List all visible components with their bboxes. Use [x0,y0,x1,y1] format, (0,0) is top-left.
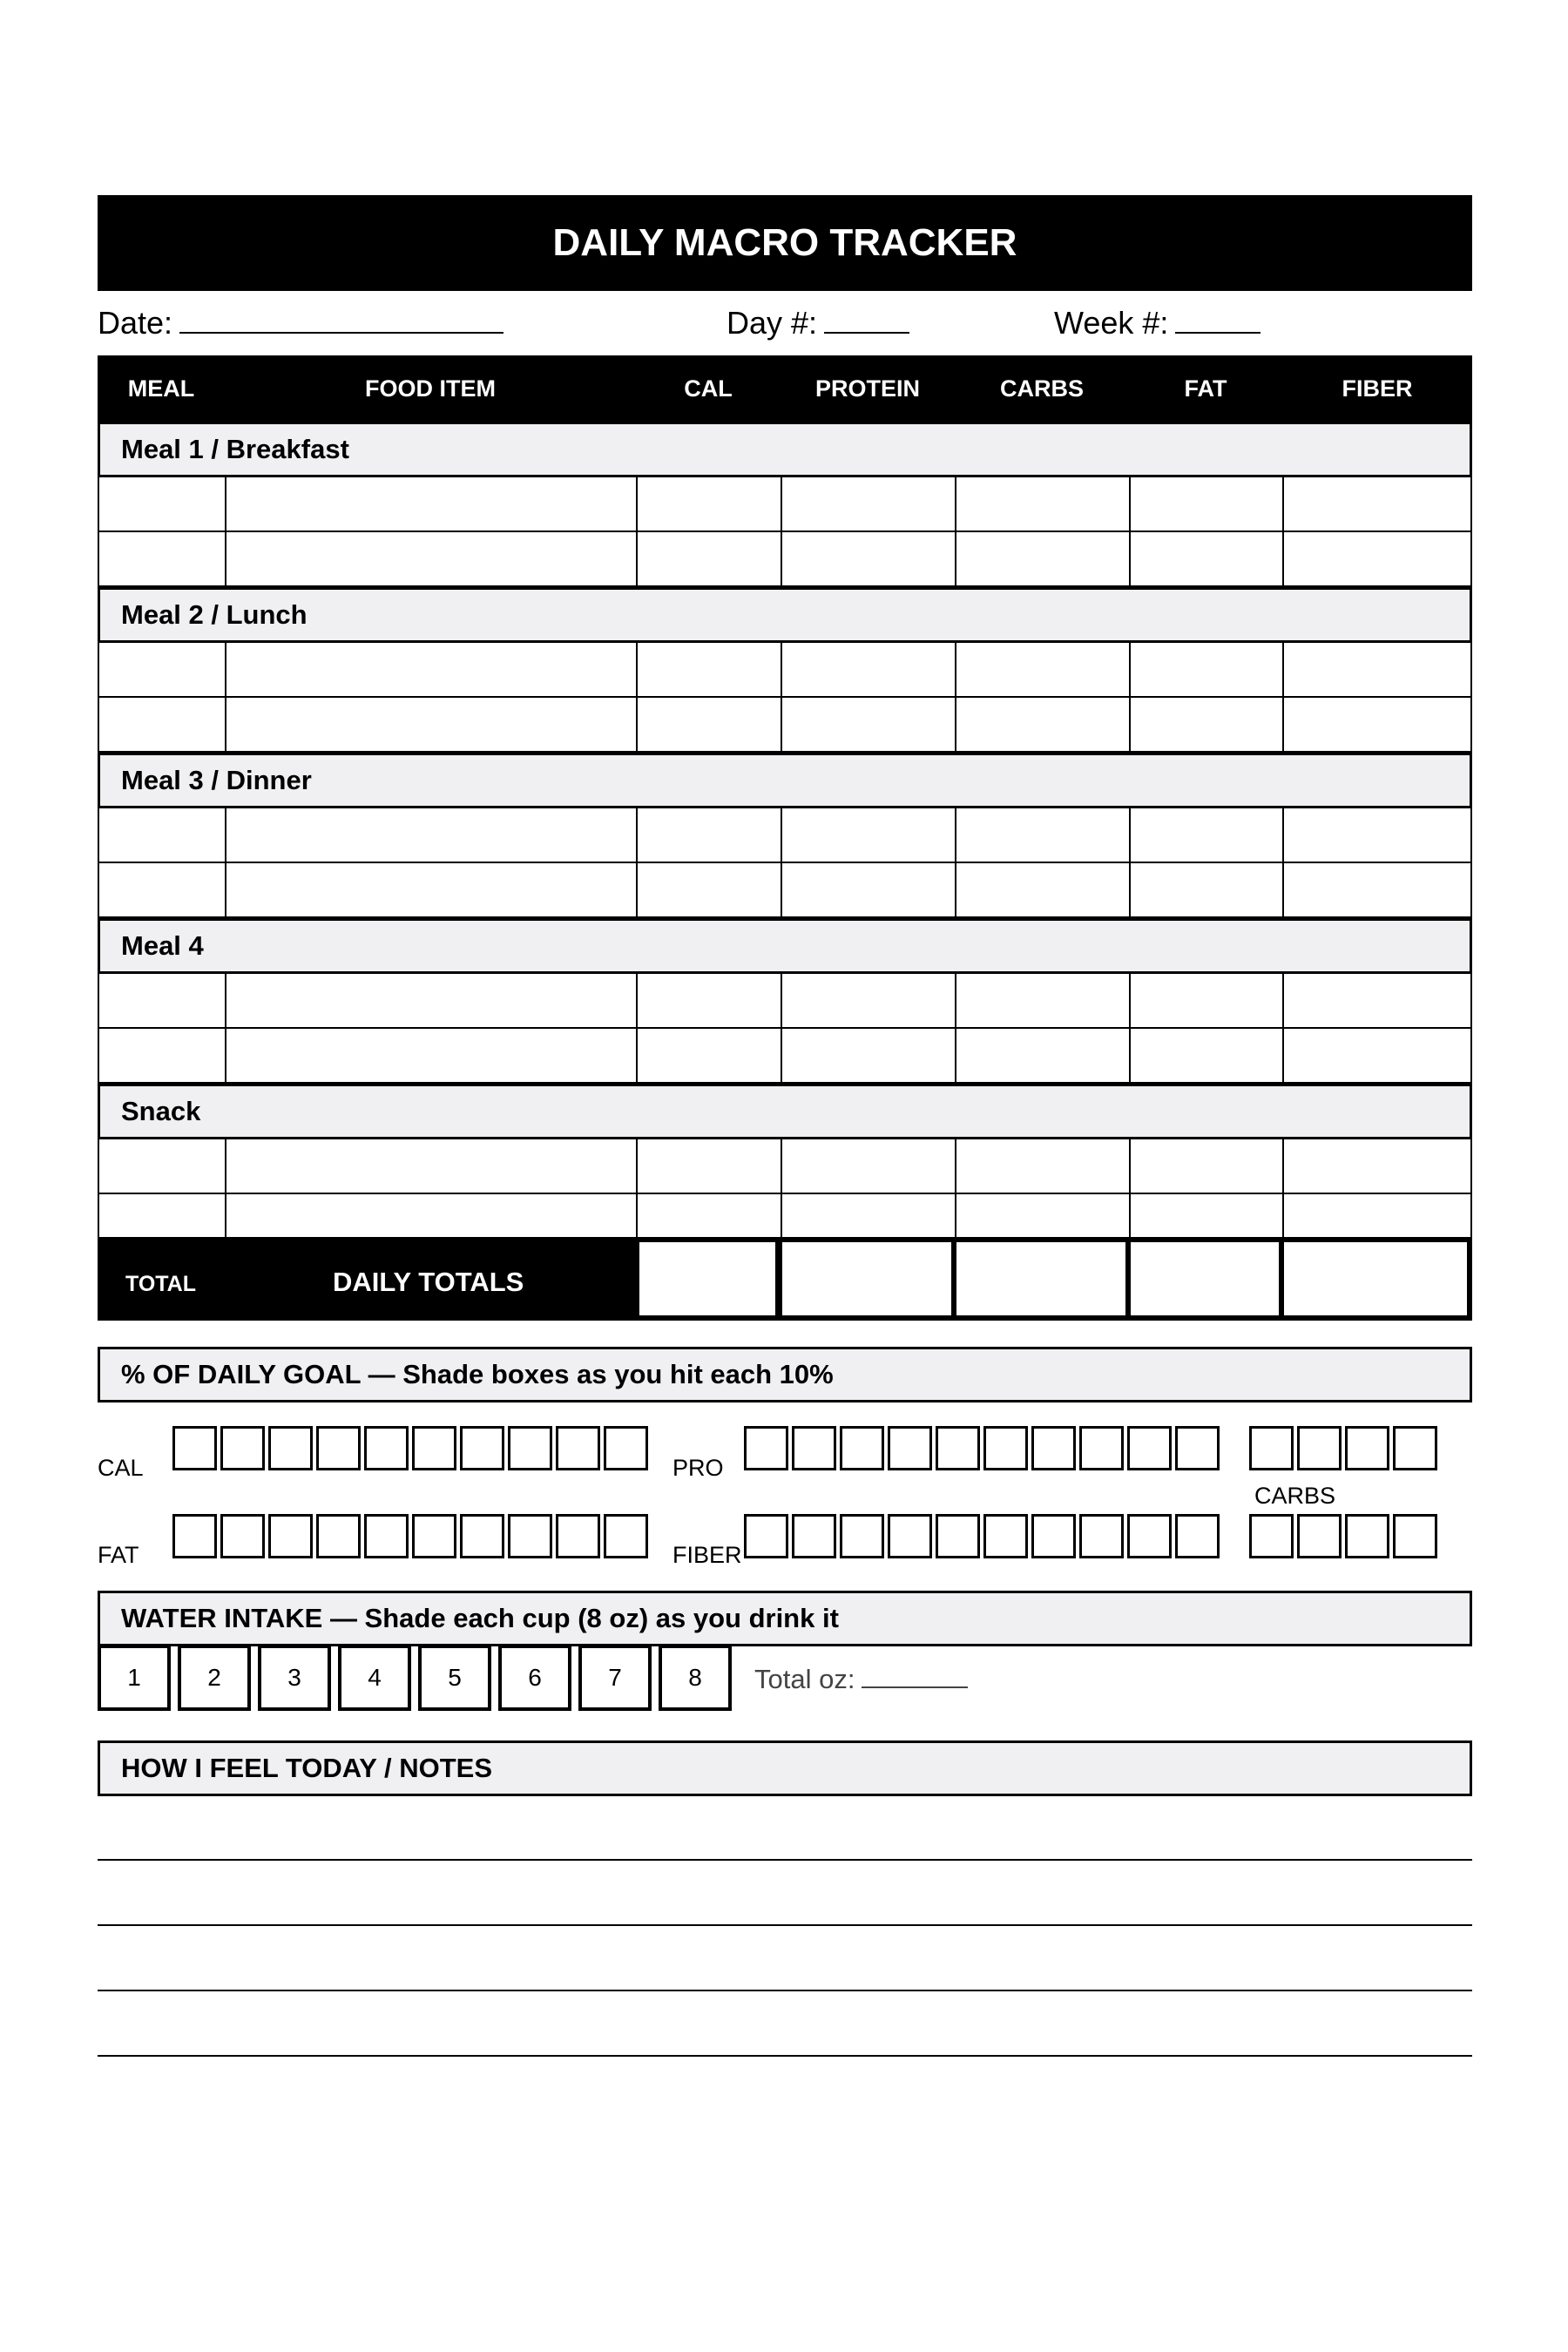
entry-cell-meal[interactable] [98,477,225,531]
day-blank[interactable] [824,309,909,334]
note-line[interactable] [98,1924,1472,1926]
entry-cell-meal[interactable] [98,643,225,696]
entry-cell-fiber[interactable] [1282,698,1472,751]
entry-cell-carbs[interactable] [955,477,1129,531]
total-fiber-box[interactable] [1279,1237,1472,1321]
entry-cell-meal[interactable] [98,532,225,585]
column-header-protein: PROTEIN [814,375,920,402]
entry-cell-fiber[interactable] [1282,808,1472,862]
entry-cell-fat[interactable] [1129,974,1282,1027]
entry-cell-meal[interactable] [98,863,225,916]
goal-box[interactable] [220,1514,265,1558]
goal-label-carbs: CARBS [1254,1483,1336,1509]
goal-box[interactable] [364,1514,409,1558]
entry-cell-protein[interactable] [781,974,955,1027]
goal-box[interactable] [744,1514,788,1558]
water-cup[interactable]: 3 [258,1645,331,1711]
entry-cell-meal[interactable] [98,974,225,1027]
goal-box[interactable] [1079,1514,1124,1558]
entry-cell-food-item[interactable] [225,477,636,531]
goal-box[interactable] [1297,1514,1342,1558]
entry-cell-carbs[interactable] [955,1139,1129,1193]
column-header-cal: CAL [684,375,733,402]
meal-section-header: Snack [98,1084,1472,1139]
goal-box[interactable] [888,1514,932,1558]
entry-cell-food-item[interactable] [225,532,636,585]
entry-cell-cal[interactable] [636,698,781,751]
column-header-carbs: CARBS [999,375,1084,402]
entry-cell-fat[interactable] [1129,1139,1282,1193]
entry-cell-fiber[interactable] [1282,974,1472,1027]
goal-box[interactable] [1249,1514,1294,1558]
goal-label-fiber: FIBER [672,1542,742,1568]
entry-cell-carbs[interactable] [955,863,1129,916]
week-blank[interactable] [1175,309,1260,334]
column-header-meal: MEAL [127,375,195,402]
total-fat-box[interactable] [1125,1237,1284,1321]
table-row [98,1029,1472,1084]
entry-cell-food-item[interactable] [225,808,636,862]
goal-box[interactable] [1031,1426,1076,1470]
entry-cell-fiber[interactable] [1282,643,1472,696]
entry-cell-cal[interactable] [636,808,781,862]
goal-box[interactable] [172,1426,217,1470]
goal-box[interactable] [460,1514,504,1558]
entry-cell-fat[interactable] [1129,698,1282,751]
goal-box[interactable] [604,1514,648,1558]
goal-box[interactable] [1079,1426,1124,1470]
table-row [98,643,1472,698]
total-carbs-box[interactable] [951,1237,1131,1321]
entry-cell-food-item[interactable] [225,643,636,696]
entry-cell-meal[interactable] [98,1029,225,1082]
entry-cell-cal[interactable] [636,1029,781,1082]
goal-box[interactable] [936,1426,980,1470]
entry-cell-food-item[interactable] [225,698,636,751]
goal-box[interactable] [936,1514,980,1558]
entry-cell-protein[interactable] [781,863,955,916]
entry-cell-fat[interactable] [1129,808,1282,862]
entry-cell-carbs[interactable] [955,1029,1129,1082]
goal-label-cal: CAL [98,1455,144,1481]
column-header-fat: FAT [1184,375,1227,402]
goal-box[interactable] [316,1514,361,1558]
entry-cell-protein[interactable] [781,808,955,862]
entry-cell-fiber[interactable] [1282,532,1472,585]
table-row [98,974,1472,1029]
entry-cell-cal[interactable] [636,477,781,531]
water-cup[interactable]: 7 [578,1645,652,1711]
goal-box[interactable] [1031,1514,1076,1558]
entry-cell-fat[interactable] [1129,477,1282,531]
total-oz-label: Total oz: [754,1664,855,1694]
day-label: Day #: [727,305,818,341]
table-row [98,532,1472,587]
goal-boxes-fat [172,1514,648,1558]
table-row [98,863,1472,918]
entry-cell-cal[interactable] [636,1139,781,1193]
meal-section-header: Meal 1 / Breakfast [98,422,1472,477]
meal-section-header: Meal 3 / Dinner [98,753,1472,808]
goal-boxes-pro [744,1426,1220,1470]
entry-cell-fiber[interactable] [1282,477,1472,531]
goal-boxes-carbs-row-1 [1249,1426,1437,1470]
water-cup[interactable]: 4 [338,1645,411,1711]
week-label: Week #: [1054,305,1169,341]
entry-cell-meal[interactable] [98,808,225,862]
goal-box[interactable] [268,1426,313,1470]
entry-cell-protein[interactable] [781,1139,955,1193]
water-cup[interactable]: 2 [178,1645,251,1711]
entry-cell-carbs[interactable] [955,808,1129,862]
water-cup[interactable]: 8 [659,1645,732,1711]
total-protein-box[interactable] [777,1237,956,1321]
entry-cell-carbs[interactable] [955,532,1129,585]
note-line[interactable] [98,2055,1472,2057]
entry-cell-fiber[interactable] [1282,1029,1472,1082]
totals-row [98,1237,1472,1321]
entry-cell-carbs[interactable] [955,698,1129,751]
page-title: DAILY MACRO TRACKER [98,195,1472,291]
goal-boxes-cal [172,1426,648,1470]
entry-cell-fiber[interactable] [1282,1139,1472,1193]
goal-box[interactable] [983,1514,1028,1558]
goal-box[interactable] [792,1514,836,1558]
week-field[interactable] [1054,305,1260,341]
goal-box[interactable] [1393,1426,1437,1470]
goal-box[interactable] [412,1426,456,1470]
goal-box[interactable] [983,1426,1028,1470]
entry-cell-carbs[interactable] [955,643,1129,696]
goal-boxes-carbs-row-2 [1249,1514,1437,1558]
entry-cell-fiber[interactable] [1282,863,1472,916]
entry-cell-meal[interactable] [98,1139,225,1193]
goal-box[interactable] [1127,1426,1172,1470]
date-blank[interactable] [179,309,504,334]
date-label: Date: [98,305,173,341]
entry-cell-protein[interactable] [781,477,955,531]
entry-cell-cal[interactable] [636,863,781,916]
entry-cell-protein[interactable] [781,1029,955,1082]
entry-cell-fat[interactable] [1129,863,1282,916]
goal-header: % OF DAILY GOAL — Shade boxes as you hit each 10% [98,1347,1472,1402]
goal-box[interactable] [1345,1426,1389,1470]
meal-section-header: Meal 4 [98,918,1472,974]
entry-cell-food-item[interactable] [225,863,636,916]
day-field[interactable] [727,305,909,341]
entry-cell-protein[interactable] [781,643,955,696]
entry-cell-food-item[interactable] [225,974,636,1027]
daily-totals-label: DAILY TOTALS [333,1267,524,1297]
water-cup[interactable]: 5 [418,1645,491,1711]
entry-cell-fat[interactable] [1129,1029,1282,1082]
goal-box[interactable] [556,1514,600,1558]
entry-cell-cal[interactable] [636,643,781,696]
entry-cell-carbs[interactable] [955,974,1129,1027]
goal-box[interactable] [840,1514,884,1558]
goal-boxes-fiber [744,1514,1220,1558]
goal-box[interactable] [792,1426,836,1470]
entry-cell-cal[interactable] [636,532,781,585]
entry-cell-protein[interactable] [781,698,955,751]
goal-box[interactable] [888,1426,932,1470]
goal-box[interactable] [316,1426,361,1470]
entry-cell-fat[interactable] [1129,532,1282,585]
entry-cell-food-item[interactable] [225,1029,636,1082]
goal-box[interactable] [1249,1426,1294,1470]
goal-box[interactable] [744,1426,788,1470]
table-row [98,808,1472,863]
entry-cell-meal[interactable] [98,698,225,751]
total-oz-field[interactable] [754,1664,968,1695]
goal-box[interactable] [508,1426,552,1470]
goal-box[interactable] [604,1426,648,1470]
entry-cell-food-item[interactable] [225,1139,636,1193]
water-cup[interactable]: 1 [98,1645,171,1711]
goal-box[interactable] [364,1426,409,1470]
water-cups [98,1645,732,1711]
goal-box[interactable] [556,1426,600,1470]
notes-header: HOW I FEEL TODAY / NOTES [98,1740,1472,1796]
goal-box[interactable] [1175,1514,1220,1558]
goal-box[interactable] [508,1514,552,1558]
column-header-food-item: FOOD ITEM [365,375,496,402]
goal-box[interactable] [1393,1514,1437,1558]
goal-label-fat: FAT [98,1542,139,1568]
meal-section-header: Meal 2 / Lunch [98,587,1472,643]
date-field[interactable] [98,305,504,341]
goal-box[interactable] [460,1426,504,1470]
total-oz-blank[interactable] [862,1666,968,1688]
goal-box[interactable] [1175,1426,1220,1470]
total-cal-box[interactable] [634,1237,781,1321]
goal-box[interactable] [268,1514,313,1558]
totals-label-block [98,1237,634,1321]
goal-box[interactable] [840,1426,884,1470]
goal-box[interactable] [412,1514,456,1558]
goal-box[interactable] [220,1426,265,1470]
goal-box[interactable] [1297,1426,1342,1470]
table-row [98,1139,1472,1194]
goal-box[interactable] [172,1514,217,1558]
table-row [98,477,1472,532]
entry-cell-fat[interactable] [1129,643,1282,696]
table-header [98,355,1472,422]
goal-box[interactable] [1345,1514,1389,1558]
entry-cell-protein[interactable] [781,532,955,585]
water-cup[interactable]: 6 [498,1645,571,1711]
water-header: WATER INTAKE — Shade each cup (8 oz) as you drink it [98,1591,1472,1646]
note-line[interactable] [98,1990,1472,1991]
goal-label-pro: PRO [672,1455,724,1481]
table-row [98,698,1472,753]
total-label: TOTAL [125,1272,197,1296]
entry-cell-cal[interactable] [636,974,781,1027]
goal-box[interactable] [1127,1514,1172,1558]
column-header-fiber: FIBER [1342,375,1413,402]
note-line[interactable] [98,1859,1472,1861]
